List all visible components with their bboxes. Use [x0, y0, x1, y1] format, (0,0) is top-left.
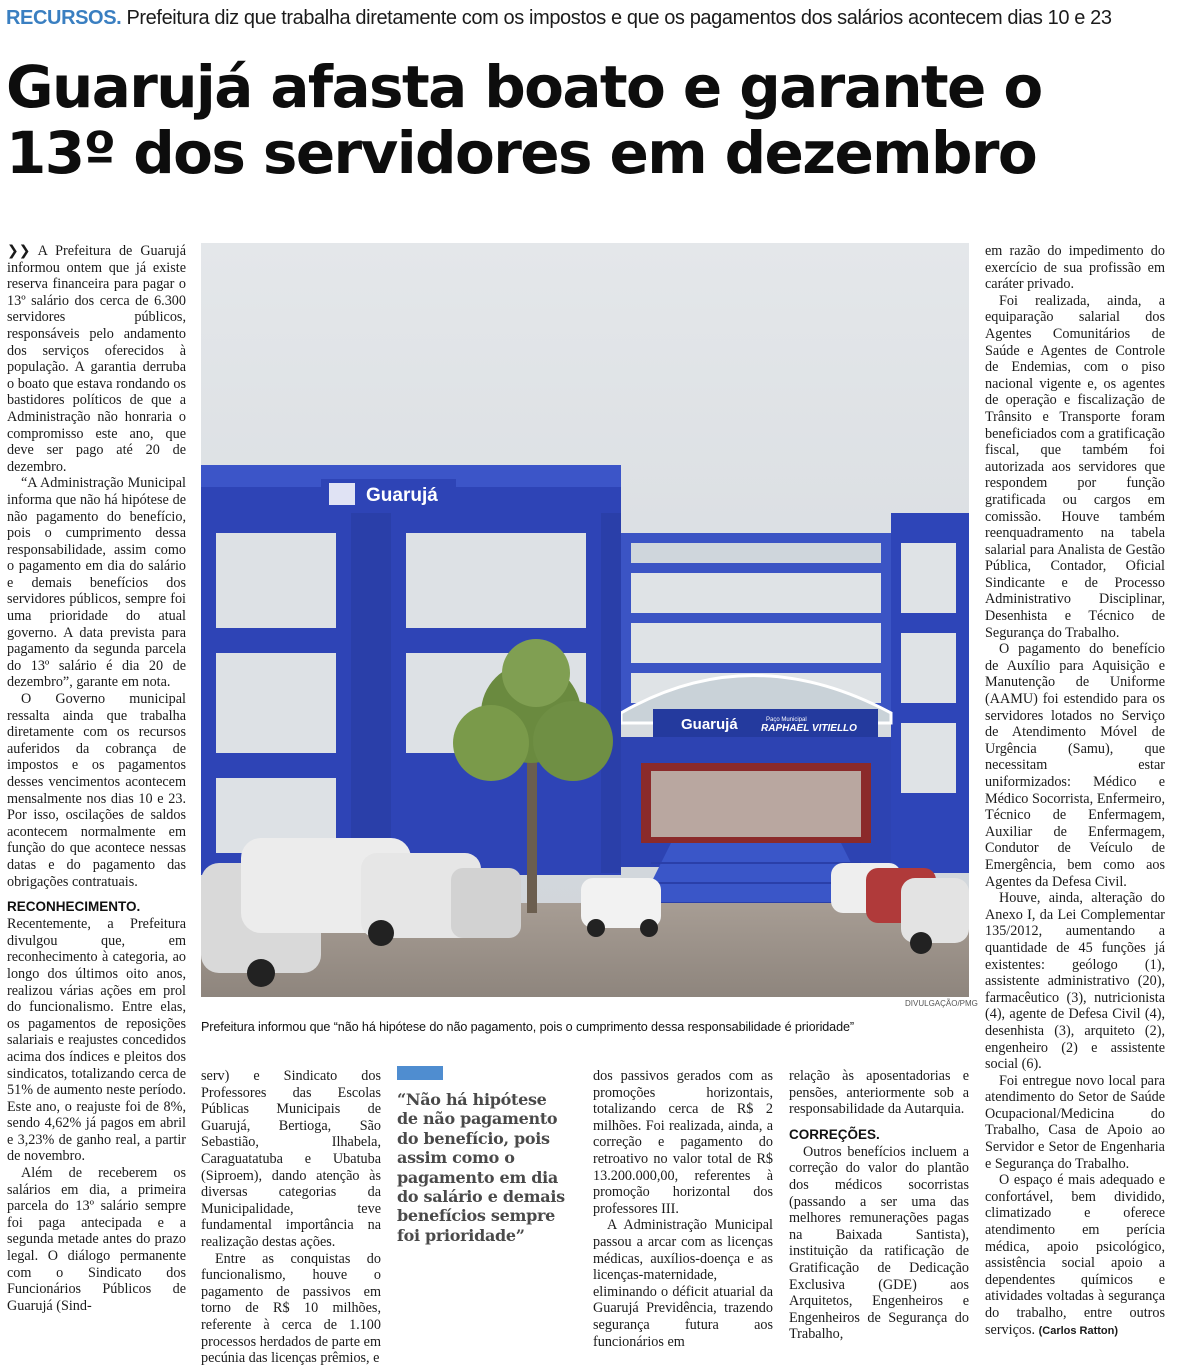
paragraph: O Governo municipal ressalta ainda que trabalha diretamente com os recursos auferidos da cobrança de impostos e os pagamentos desses vencimentos acontecem mensalmente nos dias 10 e 23. Por isso, oscilações de saldos acontecem normalmente em função do que acontece nessas datas e do pagamento das obrigações contratuais.: [7, 691, 186, 890]
headline-line-2: 13º dos servidores em dezembro: [6, 119, 1037, 187]
paragraph: relação às aposentadorias e pensões, anteriormente sob a responsabilidade da Autarquia.: [789, 1068, 969, 1118]
article-photo: [201, 243, 969, 997]
article-column-1: [7, 243, 186, 1314]
photo-caption: Prefeitura informou que “não há hipótese do não pagamento, pois o cumprimento dessa responsabilidade é prioridade”: [201, 1020, 854, 1034]
paragraph: O pagamento do benefício de Auxílio para Aquisição e Manutenção de Uniforme (AAMU) foi estendido para os servidores lotados no Serviço de Atendimento Móvel de Urgência (Samu), que necessitam estar uniformizados: Médico e Médico Socorrista, Enfermeiro, Técnico de Enfermagem, Auxiliar de Enfermagem, Condutor de Veículo de Emergência, bem como aos Agentes da Defesa Civil.: [985, 641, 1165, 890]
paragraph: Foi entregue novo local para atendimento do Setor de Saúde Ocupacional/Medicina do Trabalho, Casa de Apoio ao Servidor e Setor de Engenharia e Segurança do Trabalho.: [985, 1072, 1165, 1172]
kicker-tag: RECURSOS.: [6, 7, 122, 29]
photo-credit: DIVULGAÇÃO/PMG: [905, 999, 978, 1008]
entrance-logo-text: Guarujá: [681, 716, 738, 733]
paragraph: Outros benefícios incluem a correção do valor do plantão dos médicos socorristas (passando a ser uma das melhores remunerações pagas na Baixada Santista), instituição da ratificação de Gratificação de Dedicação Exclusiva (GDE) aos Arquitetos, Engenheiros e Engenheiros de Segurança do Trabalho,: [789, 1143, 969, 1343]
paragraph: O espaço é mais adequado e confortável, bem dividido, climatizado e oferece atendimento em perícia médica, apoio psicológico, assistência social apoio a dependentes químicos e atividades voltadas à segurança do trabalho, entre outros serviços. (Carlos Ratton): [985, 1172, 1165, 1338]
paragraph: serv) e Sindicato dos Professores das Escolas Públicas Municipais de Guarujá, Bertioga, São Sebastião, Ilhabela, Caraguatatuba e Ubatuba (Siproem), dando atenção às diversas categorias da Municipalidade, teve fundamental importância na realização destas ações.: [201, 1068, 381, 1250]
article-column-3: [593, 1068, 773, 1350]
headline-line-1: Guarujá afasta boato e garante o: [6, 53, 1042, 121]
paragraph: em razão do impedimento do exercício de sua profissão em caráter privado.: [985, 243, 1165, 293]
subhead-correcoes: CORREÇÕES.: [789, 1126, 880, 1142]
double-chevron-right-icon: ❯❯: [7, 243, 31, 259]
lead-paragraph: ❯❯ A Prefeitura de Guarujá informou ontem que já existe reserva financeira para pagar o 13º salário dos cerca de 6.300 servidores públicos, responsáveis pelo andamento dos serviços oferecidos à população. A garantia derruba o boato que estava rondando os bastidores políticos de que a Administração não honraria o compromisso este ano, que deve ser pago até 20 de dezembro.: [7, 243, 187, 475]
paragraph: dos passivos gerados com as promoções horizontais, totalizando cerca de R$ 2 milhões. Foi realizada, ainda, a correção e pagamento do retroativo no valor total de R$ 13.200.000,00, referentes à promoção horizontal dos professores III.: [593, 1068, 773, 1217]
paragraph: Além de receberem os salários em dia, a primeira parcela do 13º salário sempre foi paga antecipada e a segunda metade antes do prazo legal. O diálogo permanente com o Sindicato dos Funcionários Públicos de Guarujá (Sind-: [7, 1165, 186, 1314]
building-logo-text: Guarujá: [366, 485, 438, 506]
paragraph: Entre as conquistas do funcionalismo, houve o pagamento de passivos em torno de R$ 10 milhões, referente à cerca de 1.100 processos herdados de parte em pecúnia das licenças prêmios, e: [201, 1250, 381, 1367]
paragraph: A Administração Municipal passou a arcar com as licenças médicas, auxílios-doença e as licenças-maternidade, eliminando o déficit atuarial da Guarujá Previdência, trazendo segurança futura aos funcionários em: [593, 1217, 773, 1350]
byline: (Carlos Ratton): [1038, 1324, 1119, 1337]
entrance-name-small: Paço Municipal: [766, 717, 807, 723]
paragraph: Foi realizada, ainda, a equiparação salarial dos Agentes Comunitários de Saúde e Agentes de Controle de Endemias, com o piso nacional vigente e, os agentes de operação e fiscalização de Trânsito e Transporte foram beneficiados com a gratificação fiscal, que também foi autorizada aos servidores que respondem por função gratificada ou cargos em comissão. Houve também reenquadramento na tabela salarial para Analista de Gestão Pública, Contador, Oficial Sindicante e de Processo Administrativo Disciplinar, Desenhista e Técnico de Segurança do Trabalho.: [985, 292, 1166, 641]
article-column-5: [985, 243, 1165, 1339]
subhead-reconhecimento: RECONHECIMENTO.: [7, 899, 141, 915]
paragraph: “A Administração Municipal informa que não há hipótese de não pagamento do benefício, pois o cumprimento dessa responsabilidade, assim como o pagamento em dia do salário e demais benefícios dos servidores públicos, sempre foi uma prioridade do atual governo. A data prevista para pagamento da segunda parcela do 13º salário é dia 20 de dezembro”, garante em nota.: [7, 475, 186, 691]
paragraph: Recentemente, a Prefeitura divulgou que, em reconhecimento à categoria, ao longo dos últimos oito anos, realizou várias ações em prol do funcionalismo. Entre elas, os pagamentos de reposições salariais e reajustes concedidos acima dos índices e pleitos dos sindicatos, totalizando cerca de 51% de aumento neste período. Este ano, o reajuste foi de 8%, sendo 4,62% já pagos em abril e 3,23% de ganho real, a partir de novembro.: [7, 916, 186, 1165]
kicker: [6, 5, 1112, 31]
entrance-name: RAPHAEL VITIELLO: [761, 723, 857, 734]
kicker-text: Prefeitura diz que trabalha diretamente com os impostos e que os pagamentos dos salários acontecem dias 10 e 23: [126, 7, 1112, 29]
paragraph: Houve, ainda, alteração do Anexo I, da Lei Complementar 135/2012, aumentando a quantidade de 45 funções já existentes: geólogo (1), assistente administrativo (20), farmacêutico (3), nutricionista (4), agente de Defesa Civil (4), desenhista (3), arquiteto (2), engenheiro (2) e assistente social (6).: [985, 890, 1165, 1073]
pullquote: “Não há hipótese de não pagamento do benefício, pois assim como o pagamento em dia do salário e demais benefícios sempre foi prioridade”: [397, 1090, 565, 1245]
city-hall-building-illustration: [201, 243, 969, 997]
pullquote-accent-bar: [397, 1066, 443, 1080]
article-column-2: [201, 1068, 381, 1367]
headline: [6, 54, 1176, 186]
article-column-4: [789, 1068, 969, 1343]
